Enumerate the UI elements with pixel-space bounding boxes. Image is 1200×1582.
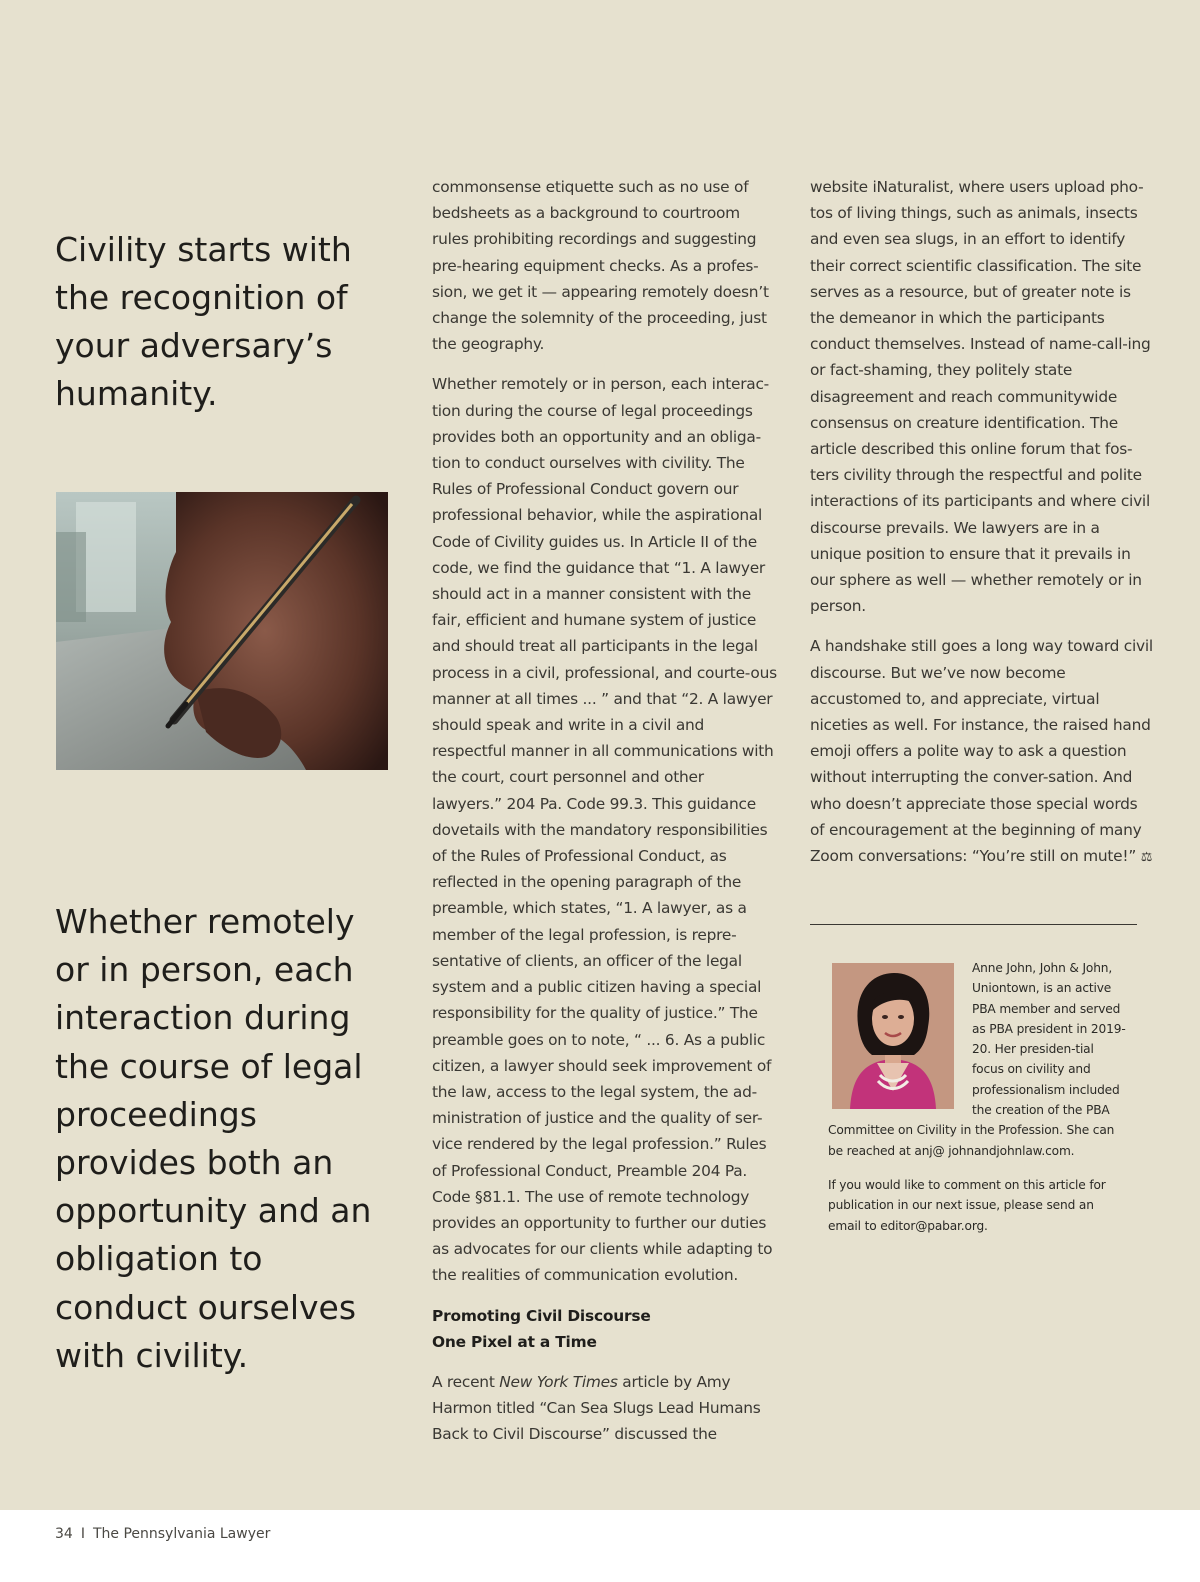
paragraph: website iNaturalist, where users upload pho-tos of living things, such as animals, insects and even sea slugs, in an effort to identify their correct scientific classification. The site serves as a resource, but of greater note is the demeanor in which the participants conduct themselves. Instead of name-call-ing or fact-shaming, they politely state disagreement and reach communitywide consensus on creature identification. The article described this online forum that fos-ters civility through the respectful and polite interactions of its participants and where civil discourse prevails. We lawyers are in a unique position to ensure that it prevails in our sphere as well — whether remotely or in person.: [810, 178, 1151, 616]
divider: [810, 924, 1137, 925]
pullquote-bottom: Whether remotely or in person, each interaction during the course of legal proceedings provides both an opportunity and an obligation to conduct ourselves with civility.: [55, 902, 372, 1375]
bio-text: Anne John, John & John, Uniontown, is an active PBA member and served as PBA president in 2019-20. Her presiden-tial focus on civility and professionalism included the creation of the PBA Committee on Civility in the Profession. She can be reached at anj@ johnandjohnlaw.com.: [828, 961, 1126, 1158]
footer-separator: I: [80, 1526, 85, 1542]
text-span: A handshake still goes a long way toward civil discourse. But we’ve now become accustomed to, and appreciate, virtual niceties as well. For instance, the raised hand emoji offers a polite way to ask a question without interrupting the conver-sation. And who doesn’t appreciate those special words of encouragement at the beginning of many Zoom conversations: “You’re still on mute!”: [810, 637, 1153, 866]
page-footer: [0, 1510, 1200, 1582]
page-number: 34: [55, 1526, 73, 1542]
paragraph: [810, 633, 1155, 871]
publication-title: New York Times: [499, 1372, 618, 1391]
article-column-right: [810, 174, 1155, 885]
article-column-middle: [432, 174, 777, 1462]
text-span: article by Amy Harmon titled “Can Sea Slugs Lead Humans Back to Civil Discourse” discussed the: [432, 1372, 761, 1444]
end-mark-icon: ⚖: [1140, 850, 1153, 866]
paragraph: [432, 1369, 777, 1448]
author-bio: [828, 958, 1128, 1236]
pullquote-top: Civility starts with the recognition of your adversary’s humanity.: [55, 230, 352, 413]
section-heading-line: One Pixel at a Time: [432, 1332, 597, 1351]
comment-note: If you would like to comment on this article for publication in our next issue, please send an email to editor@pabar.org.: [828, 1177, 1106, 1233]
paragraph: Whether remotely or in person, each interac-tion during the course of legal proceedings provides both an opportunity and an obliga-tion to conduct ourselves with civility. The Rules of Professional Conduct govern our professional behavior, while the aspirational Code of Civility guides us. In Article II of the code, we find the guidance that “1. A lawyer should act in a manner consistent with the fair, efficient and humane system of justice and should treat all participants in the legal process in a civil, professional, and courte-ous manner at all times ... ” and that “2. A lawyer should speak and write in a civil and respectful manner in all communications with the court, court personnel and other lawyers.” 204 Pa. Code 99.3. This guidance dovetails with the mandatory responsibilities of the Rules of Professional Conduct, as reflected in the opening paragraph of the preamble, which states, “1. A lawyer, as a member of the legal profession, is repre-sentative of clients, an officer of the legal system and a public citizen having a special responsibility for the quality of justice.” The preamble goes on to note, “ ... 6. As a public citizen, a lawyer should seek improvement of the law, access to the legal system, the ad-ministration of justice and the quality of ser-vice rendered by the legal profession.” Rules of Professional Conduct, Preamble 204 Pa. Code §81.1. The use of remote technology provides an opportunity to further our duties as advocates for our clients while adapting to the realities of communication evolution.: [432, 375, 777, 1285]
pen-writing-photo: [56, 492, 388, 770]
publication-name: The Pennsylvania Lawyer: [92, 1526, 271, 1542]
section-heading: [432, 1303, 777, 1355]
section-heading-line: Promoting Civil Discourse: [432, 1306, 651, 1325]
footer-text: [55, 1526, 270, 1542]
text-span: A recent: [432, 1372, 500, 1391]
author-headshot: [832, 963, 954, 1109]
paragraph: commonsense etiquette such as no use of bedsheets as a background to courtroom rules prohibiting recordings and suggesting pre-hearing equipment checks. As a profes-sion, we get it — appearing remotely doesn’t change the solemnity of the proceeding, just the geography.: [432, 178, 769, 354]
